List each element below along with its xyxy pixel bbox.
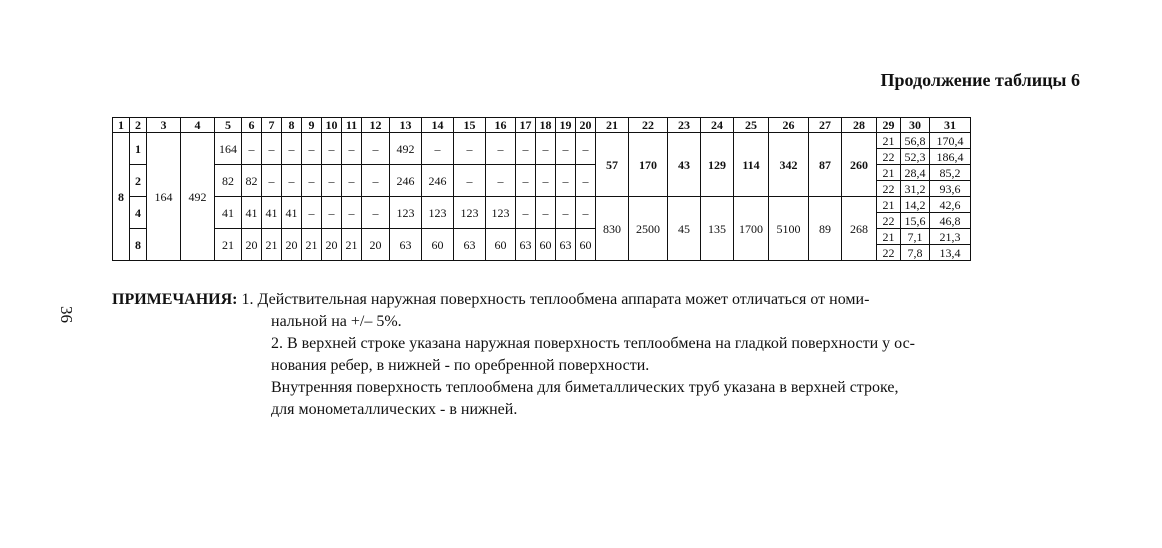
value-cell: – (362, 197, 390, 229)
note-line-6: для монометаллических - в нижней. (271, 401, 518, 418)
col30-cell: 14,2 (901, 197, 930, 213)
table-caption: Продолжение таблицы 6 (880, 70, 1080, 90)
value-cell: – (536, 133, 556, 165)
block-cell: 114 (734, 133, 769, 197)
col30-cell: 52,3 (901, 149, 930, 165)
value-cell: 60 (486, 229, 516, 261)
note-line-3: 2. В верхней строке указана наружная поверхность теплообмена на гладкой поверхности у ос- (271, 335, 915, 352)
col2-cell: 4 (130, 197, 147, 229)
value-cell: – (322, 197, 342, 229)
value-cell: – (454, 133, 486, 165)
value-cell: – (342, 165, 362, 197)
header-cell: 11 (342, 118, 362, 133)
value-cell: – (516, 165, 536, 197)
col2-cell: 8 (130, 229, 147, 261)
value-cell: 246 (422, 165, 454, 197)
header-cell: 9 (302, 118, 322, 133)
block-cell: 43 (668, 133, 701, 197)
value-cell: 82 (215, 165, 242, 197)
header-cell: 5 (215, 118, 242, 133)
header-cell: 30 (901, 118, 930, 133)
block-cell: 135 (701, 197, 734, 261)
col3-cell: 164 (147, 133, 181, 261)
value-cell: – (576, 133, 596, 165)
value-cell: 21 (215, 229, 242, 261)
header-cell: 22 (629, 118, 668, 133)
value-cell: 82 (242, 165, 262, 197)
note-line-5: Внутренняя поверхность теплообмена для биметаллических труб указана в верхней строке, (271, 379, 899, 396)
col2-cell: 2 (130, 165, 147, 197)
block-cell: 2500 (629, 197, 668, 261)
value-cell: 41 (262, 197, 282, 229)
value-cell: 41 (282, 197, 302, 229)
value-cell: 123 (454, 197, 486, 229)
header-cell: 27 (809, 118, 842, 133)
header-cell: 31 (930, 118, 971, 133)
value-cell: 21 (262, 229, 282, 261)
value-cell: – (322, 165, 342, 197)
col30-cell: 15,6 (901, 213, 930, 229)
block-cell: 129 (701, 133, 734, 197)
header-cell: 21 (596, 118, 629, 133)
value-cell: – (536, 165, 556, 197)
header-cell: 24 (701, 118, 734, 133)
block-cell: 260 (842, 133, 877, 197)
value-cell: 123 (390, 197, 422, 229)
header-cell: 19 (556, 118, 576, 133)
value-cell: 60 (422, 229, 454, 261)
value-cell: 21 (302, 229, 322, 261)
value-cell: 20 (282, 229, 302, 261)
block-cell: 830 (596, 197, 629, 261)
note-line-2: нальной на +/– 5%. (271, 313, 402, 330)
col30-cell: 56,8 (901, 133, 930, 149)
value-cell: – (486, 165, 516, 197)
page-number: 36 (57, 306, 76, 323)
value-cell: – (302, 133, 322, 165)
value-cell: 41 (242, 197, 262, 229)
header-cell: 14 (422, 118, 454, 133)
block-cell: 57 (596, 133, 629, 197)
col29-cell: 22 (877, 213, 901, 229)
header-cell: 1 (113, 118, 130, 133)
block-cell: 170 (629, 133, 668, 197)
spec-table (112, 117, 971, 261)
header-cell: 20 (576, 118, 596, 133)
header-cell: 10 (322, 118, 342, 133)
value-cell: 21 (342, 229, 362, 261)
header-cell: 4 (181, 118, 215, 133)
col30-cell: 28,4 (901, 165, 930, 181)
header-cell: 29 (877, 118, 901, 133)
value-cell: – (536, 197, 556, 229)
value-cell: – (422, 133, 454, 165)
col31-cell: 93,6 (930, 181, 971, 197)
col29-cell: 22 (877, 181, 901, 197)
col31-cell: 46,8 (930, 213, 971, 229)
note-line-1 (112, 289, 1082, 311)
note-1-text: 1. Действительная наружная поверхность теплообмена аппарата может отличаться от номи- (241, 291, 870, 308)
value-cell: 63 (390, 229, 422, 261)
value-cell: 492 (390, 133, 422, 165)
header-cell: 2 (130, 118, 147, 133)
value-cell: – (262, 165, 282, 197)
value-cell: 20 (322, 229, 342, 261)
header-cell: 8 (282, 118, 302, 133)
value-cell: – (516, 197, 536, 229)
col29-cell: 22 (877, 245, 901, 261)
value-cell: – (576, 197, 596, 229)
header-cell: 17 (516, 118, 536, 133)
value-cell: – (262, 133, 282, 165)
notes-label: ПРИМЕЧАНИЯ: (112, 291, 238, 308)
value-cell: – (516, 133, 536, 165)
value-cell: – (282, 133, 302, 165)
value-cell: 60 (576, 229, 596, 261)
header-cell: 15 (454, 118, 486, 133)
block-cell: 45 (668, 197, 701, 261)
col30-cell: 7,8 (901, 245, 930, 261)
block-cell: 268 (842, 197, 877, 261)
value-cell: – (362, 133, 390, 165)
header-cell: 3 (147, 118, 181, 133)
value-cell: – (556, 165, 576, 197)
value-cell: 41 (215, 197, 242, 229)
value-cell: 20 (362, 229, 390, 261)
col4-cell: 492 (181, 133, 215, 261)
col30-cell: 7,1 (901, 229, 930, 245)
value-cell: 123 (486, 197, 516, 229)
col1-cell: 8 (113, 133, 130, 261)
header-cell: 26 (769, 118, 809, 133)
value-cell: 63 (556, 229, 576, 261)
header-cell: 7 (262, 118, 282, 133)
header-cell: 18 (536, 118, 556, 133)
table-row (113, 133, 971, 149)
col31-cell: 85,2 (930, 165, 971, 181)
col31-cell: 170,4 (930, 133, 971, 149)
header-cell: 16 (486, 118, 516, 133)
block-cell: 342 (769, 133, 809, 197)
col30-cell: 31,2 (901, 181, 930, 197)
value-cell: – (486, 133, 516, 165)
value-cell: – (454, 165, 486, 197)
block-cell: 5100 (769, 197, 809, 261)
block-cell: 87 (809, 133, 842, 197)
value-cell: 63 (516, 229, 536, 261)
value-cell: – (342, 133, 362, 165)
header-cell: 25 (734, 118, 769, 133)
value-cell: – (322, 133, 342, 165)
col2-cell: 1 (130, 133, 147, 165)
value-cell: – (576, 165, 596, 197)
col31-cell: 186,4 (930, 149, 971, 165)
header-cell: 23 (668, 118, 701, 133)
col29-cell: 21 (877, 165, 901, 181)
value-cell: 60 (536, 229, 556, 261)
block-cell: 1700 (734, 197, 769, 261)
value-cell: – (342, 197, 362, 229)
notes-block (112, 289, 1082, 421)
value-cell: 20 (242, 229, 262, 261)
value-cell: – (282, 165, 302, 197)
value-cell: – (556, 197, 576, 229)
col29-cell: 21 (877, 229, 901, 245)
value-cell: – (302, 165, 322, 197)
value-cell: 246 (390, 165, 422, 197)
header-cell: 6 (242, 118, 262, 133)
col29-cell: 21 (877, 197, 901, 213)
col29-cell: 22 (877, 149, 901, 165)
col31-cell: 42,6 (930, 197, 971, 213)
note-line-4: нования ребер, в нижней - по оребренной поверхности. (271, 357, 650, 374)
col29-cell: 21 (877, 133, 901, 149)
value-cell: – (302, 197, 322, 229)
value-cell: 123 (422, 197, 454, 229)
col31-cell: 13,4 (930, 245, 971, 261)
col31-cell: 21,3 (930, 229, 971, 245)
header-cell: 13 (390, 118, 422, 133)
value-cell: 63 (454, 229, 486, 261)
value-cell: – (242, 133, 262, 165)
header-cell: 28 (842, 118, 877, 133)
table-row (113, 197, 971, 213)
block-cell: 89 (809, 197, 842, 261)
value-cell: 164 (215, 133, 242, 165)
table-header-row (113, 118, 971, 133)
value-cell: – (362, 165, 390, 197)
header-cell: 12 (362, 118, 390, 133)
value-cell: – (556, 133, 576, 165)
